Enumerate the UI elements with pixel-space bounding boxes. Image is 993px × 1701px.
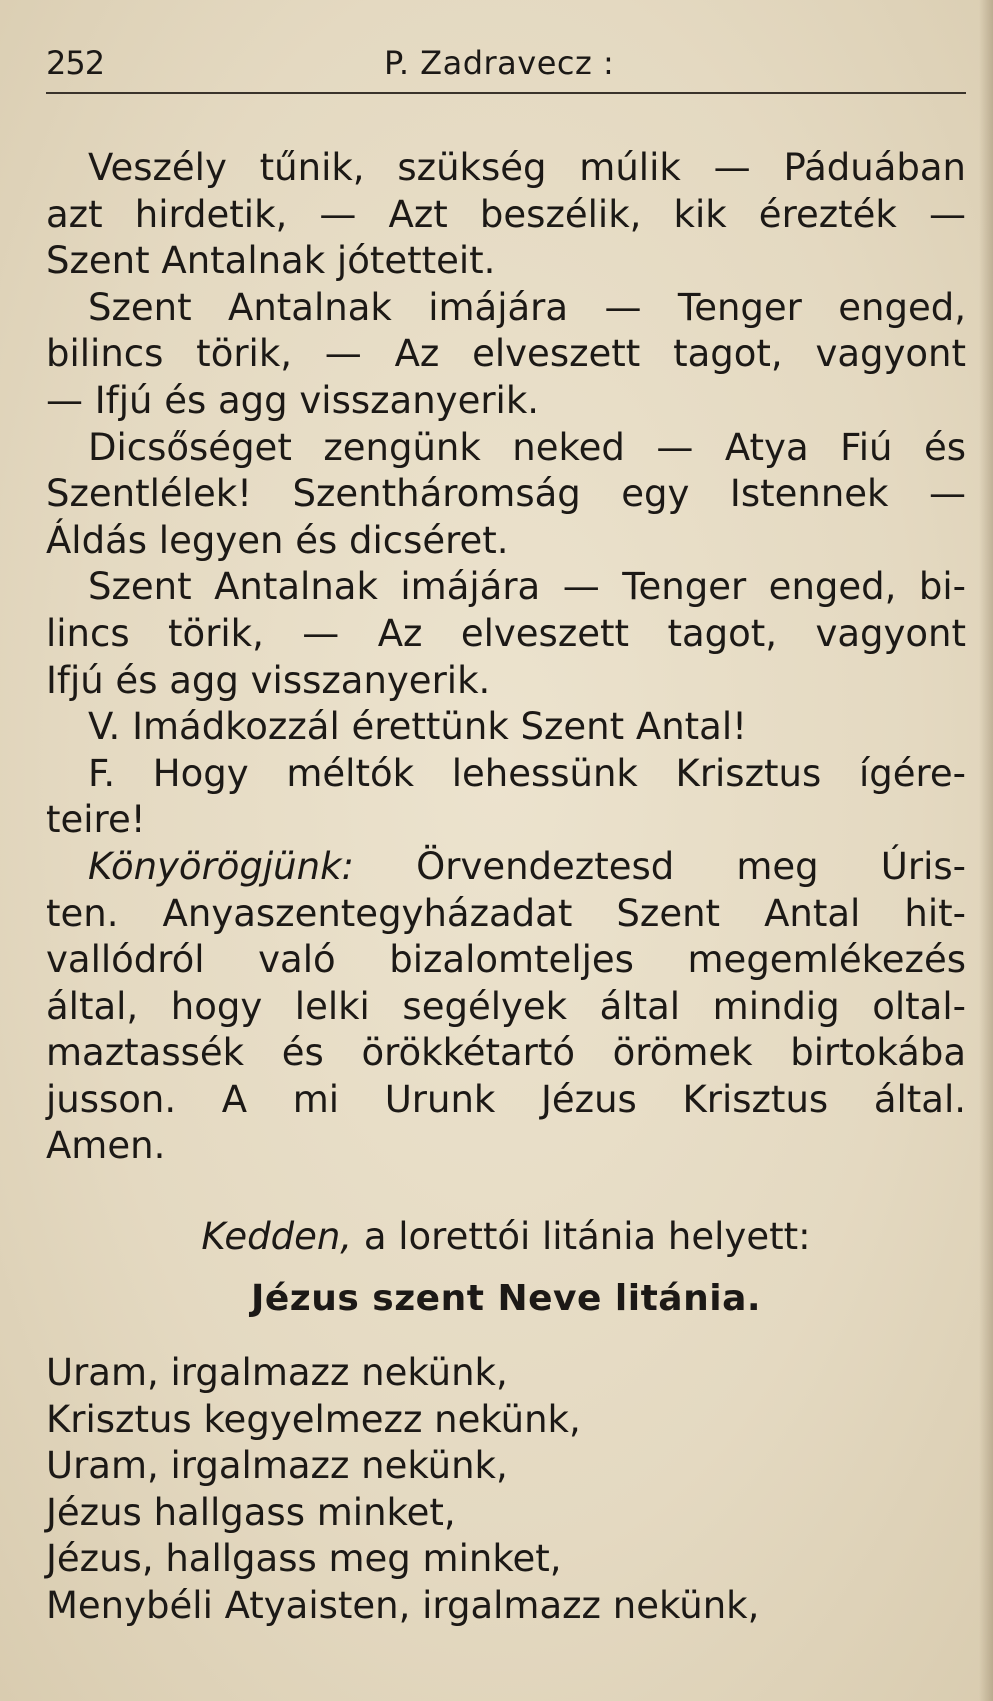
litany-line: Jézus hallgass minket, [46, 1490, 456, 1534]
prayer-label: Könyörögjünk: [88, 844, 354, 888]
versicle-line: V. Imádkozzál érettünk Szent Antal! [88, 705, 747, 749]
text-line: ten. Anyaszentegyházadat Szent Antal hit- [46, 891, 966, 935]
text-line: Veszély tűnik, szükség múlik — Páduában [88, 146, 966, 189]
text-line: lincs törik, — Az elveszett tagot, vagyont [46, 611, 966, 655]
text-line: Ifjú és agg visszanyerik. [46, 658, 491, 702]
prayer-text [46, 145, 966, 1170]
litany-list [46, 1350, 966, 1630]
text-line: — Ifjú és agg visszanyerik. [46, 378, 540, 422]
text-line: Szent Antalnak imájára — Tenger enged, bi- [88, 565, 966, 609]
litany-title: Jézus szent Neve litánia. [250, 1278, 762, 1319]
text-line: bilincs törik, — Az elveszett tagot, vagyont [46, 332, 966, 376]
text-line: Amen. [46, 1124, 166, 1168]
text-line: Szent Antalnak jótetteit. [46, 239, 496, 283]
litany-intro [46, 1215, 966, 1258]
text-line: által, hogy lelki segélyek által mindig oltal- [46, 984, 966, 1028]
text-line [46, 844, 966, 891]
litany-line: Menybéli Atyaisten, irgalmazz nekünk, [46, 1583, 760, 1627]
running-head: P. Zadravecz : [384, 44, 615, 82]
header-rule [46, 92, 966, 94]
litany-line: Uram, irgalmazz nekünk, [46, 1444, 508, 1488]
text-line: vallódról való bizalomteljes megemlékezés [46, 938, 966, 982]
page-edge-shadow [979, 0, 993, 1701]
litany-intro-day: Kedden, [201, 1215, 353, 1258]
text-line-rest: Örvendeztesd meg Úris- [416, 844, 966, 888]
text-line: Áldás legyen és dicséret. [46, 518, 509, 562]
text-line: jusson. A mi Urunk Jézus Krisztus által. [46, 1077, 966, 1121]
text-line: Szentlélek! Szentháromság egy Istennek — [46, 472, 966, 516]
litany-line: Uram, irgalmazz nekünk, [46, 1351, 508, 1394]
text-line: azt hirdetik, — Azt beszélik, kik érezték — [46, 192, 966, 236]
litany-line: Krisztus kegyelmezz nekünk, [46, 1397, 581, 1441]
text-line: maztassék és örökkétartó örömek birtokába [46, 1031, 966, 1075]
page-header [46, 38, 966, 88]
text-line: Dicsőséget zengünk neked — Atya Fiú és [88, 425, 966, 469]
text-line: Szent Antalnak imájára — Tenger enged, [88, 285, 966, 329]
text-line: teire! [46, 798, 146, 842]
litany-line: Jézus, hallgass meg minket, [46, 1537, 562, 1581]
page-number: 252 [46, 44, 105, 82]
litany-intro-rest: a lorettói litánia helyett: [352, 1215, 811, 1258]
response-line: F. Hogy méltók lehessünk Krisztus ígére- [88, 751, 966, 795]
